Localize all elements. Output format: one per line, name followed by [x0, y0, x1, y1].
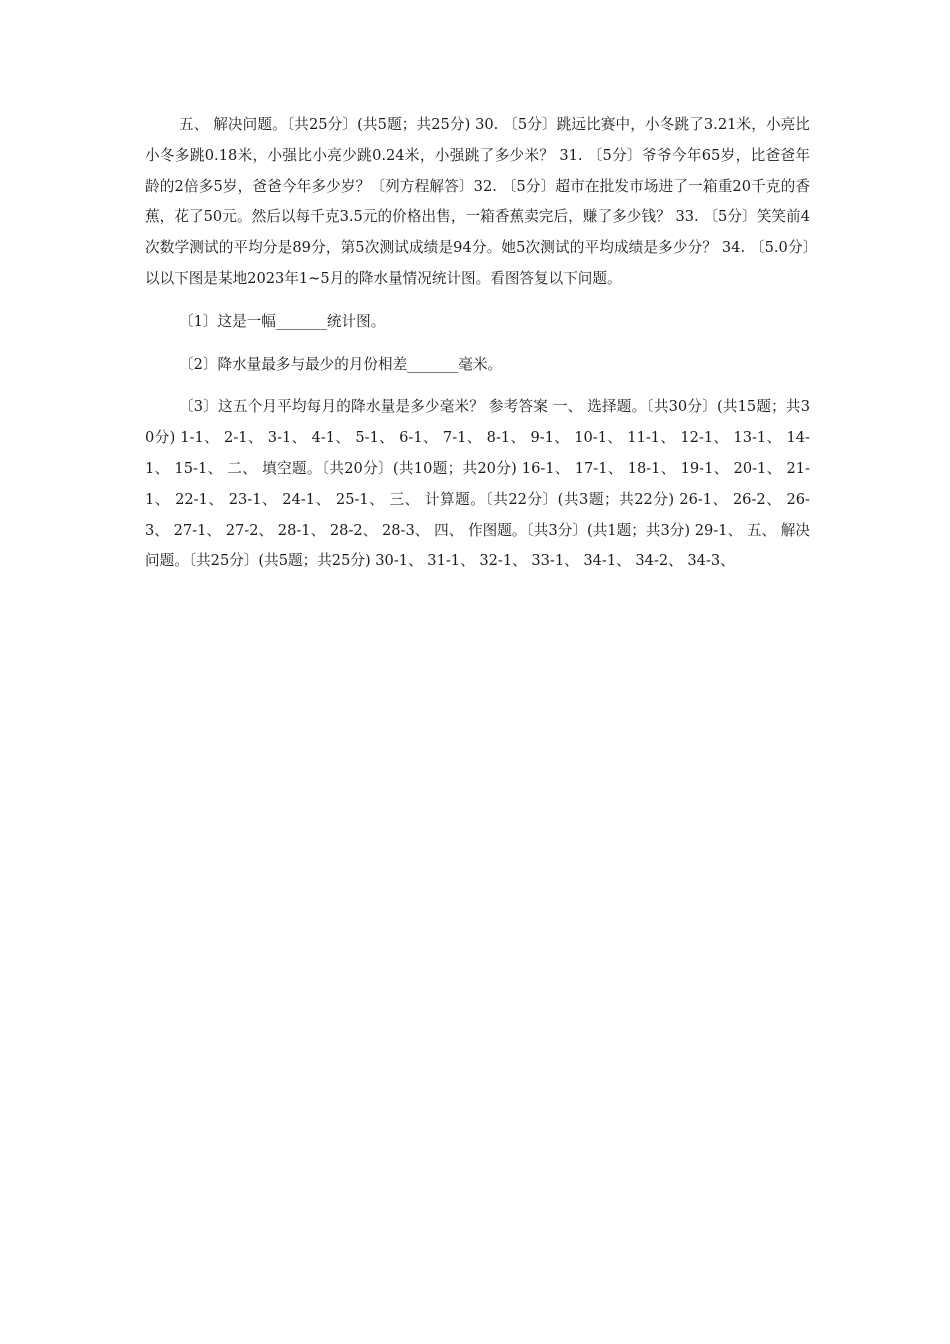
problem-section-paragraph: 五、 解决问题。〔共25分〕(共5题；共25分) 30. 〔5分〕跳远比赛中，小冬跳了3.21米，小亮比小冬多跳0.18米，小强比小亮少跳0.24米，小强跳了多少米？ 31. 〔5分〕爷爷今年65岁，比爸爸年龄的2倍多5岁，爸爸今年多少岁？〔列方程解答〕32. 〔5分〕超市在批发市场进了一箱重20千克的香蕉，花了50元。然后以每千克3.5元的价格出售，一箱香蕉卖完后，赚了多少钱？ 33. 〔5分〕笑笑前4次数学测试的平均分是89分，第5次测试成绩是94分。她5次测试的平均成绩是多少分？ 34. 〔5.0分〕以以下图是某地2023年1~5月的降水量情况统计图。看图答复以下问题。 — [145, 116, 810, 287]
question-34-1: 〔1〕这是一幅_______统计图。 — [179, 312, 386, 330]
document-page — [145, 110, 810, 577]
question-34-2: 〔2〕降水量最多与最少的月份相差_______毫米。 — [179, 355, 503, 373]
answer-key-paragraph: 〔3〕这五个月平均每月的降水量是多少毫米？ 参考答案 一、 选择题。〔共30分〕(共15题；共30分) 1-1、 2-1、 3-1、 4-1、 5-1、 6-1、 7-1、 8-1、 9-1、 10-1、 11-1、 12-1、 13-1、 14-1、 15-1、 二、 填空题。〔共20分〕(共10题；共20分) 16-1、 17-1、 18-1、 19-1、 20-1、 21-1、 22-1、 23-1、 24-1、 25-1、 三、 计算题。〔共22分〕(共3题；共22分) 26-1、 26-2、 26-3、 27-1、 27-2、 28-1、 28-2、 28-3、 四、 作图题。〔共3分〕(共1题；共3分) 29-1、 五、 解决问题。〔共25分〕(共5题；共25分) 30-1、 31-1、 32-1、 33-1、 34-1、 34-2、 34-3、 — [145, 398, 810, 570]
